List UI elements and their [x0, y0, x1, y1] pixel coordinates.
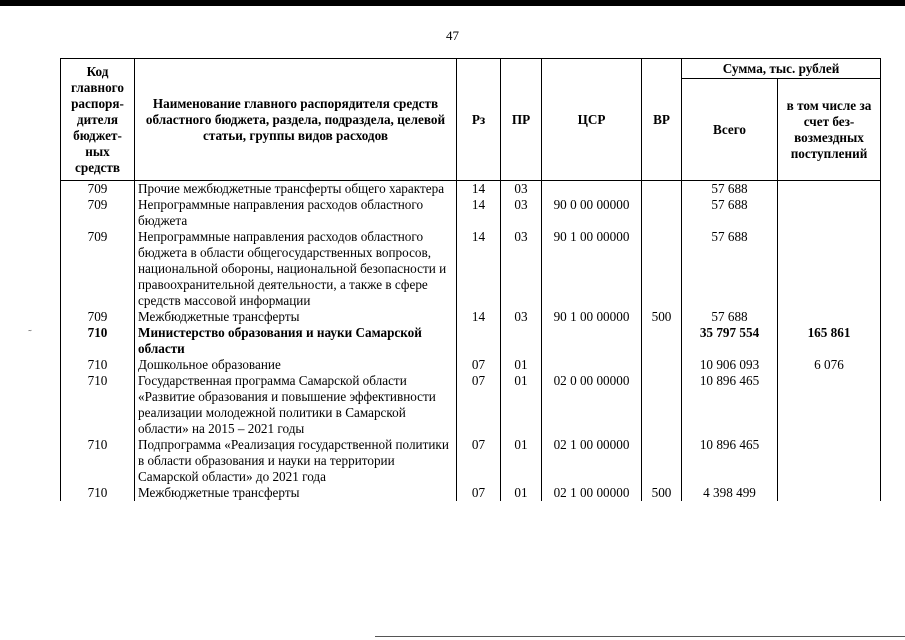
row-code: 709: [61, 309, 135, 325]
header-rz: Рз: [457, 59, 501, 181]
table-row: [61, 309, 881, 325]
row-pr: 03: [501, 197, 542, 229]
table-row: [61, 229, 881, 309]
row-csr: 90 1 00 00000: [542, 309, 642, 325]
row-pr: 01: [501, 437, 542, 485]
row-csr: 02 1 00 00000: [542, 437, 642, 485]
row-name: Непрограммные направления расходов областного бюджета: [135, 197, 457, 229]
header-code: Код главного распоря-дителя бюджет-ных средств: [61, 59, 135, 181]
row-rz: 07: [457, 373, 501, 437]
row-pr: 03: [501, 181, 542, 198]
table-row: [61, 485, 881, 501]
row-csr: 02 0 00 00000: [542, 373, 642, 437]
row-total: 57 688: [682, 197, 778, 229]
header-vr: ВР: [642, 59, 682, 181]
header-name: Наименование главного распорядителя средств областного бюджета, раздела, подраздела, целевой статьи, группы видов расходов: [135, 59, 457, 181]
row-incl: [778, 197, 881, 229]
row-code: 710: [61, 373, 135, 437]
row-rz: 14: [457, 197, 501, 229]
row-code: 710: [61, 485, 135, 501]
row-rz: [457, 325, 501, 357]
header-sum: Сумма, тыс. рублей: [682, 59, 881, 79]
row-total: 57 688: [682, 181, 778, 198]
row-name: Прочие межбюджетные трансферты общего характера: [135, 181, 457, 198]
row-name: Межбюджетные трансферты: [135, 309, 457, 325]
row-pr: 01: [501, 357, 542, 373]
row-name: Непрограммные направления расходов областного бюджета в области общегосударственных вопросов, национальной обороны, национальной безопасности и правоохранительной деятельности, а также в сфере средств массовой информации: [135, 229, 457, 309]
table-row: [61, 373, 881, 437]
row-vr: [642, 357, 682, 373]
row-vr: 500: [642, 309, 682, 325]
row-vr: [642, 325, 682, 357]
row-vr: [642, 229, 682, 309]
row-incl: [778, 181, 881, 198]
scan-bottom-line: [375, 636, 905, 637]
row-rz: 14: [457, 181, 501, 198]
row-rz: 14: [457, 229, 501, 309]
header-incl: в том числе за счет без-возмездных поступлений: [778, 79, 881, 181]
row-code: 709: [61, 229, 135, 309]
row-code: 709: [61, 197, 135, 229]
row-total: 57 688: [682, 229, 778, 309]
row-incl: [778, 309, 881, 325]
row-incl: [778, 229, 881, 309]
row-name: Государственная программа Самарской области «Развитие образования и повышение эффективности реализации молодежной политики в Самарской области» на 2015 – 2021 годы: [135, 373, 457, 437]
row-rz: 07: [457, 357, 501, 373]
table-row: [61, 325, 881, 357]
row-vr: [642, 373, 682, 437]
row-code: 710: [61, 437, 135, 485]
row-name: Подпрограмма «Реализация государственной политики в области образования и науки на территории Самарской области» до 2021 года: [135, 437, 457, 485]
row-pr: 03: [501, 309, 542, 325]
row-rz: 07: [457, 437, 501, 485]
table-row: [61, 181, 881, 198]
row-pr: 03: [501, 229, 542, 309]
row-code: 710: [61, 357, 135, 373]
row-pr: 01: [501, 373, 542, 437]
row-vr: [642, 181, 682, 198]
row-vr: [642, 197, 682, 229]
row-csr: 90 0 00 00000: [542, 197, 642, 229]
row-csr: 90 1 00 00000: [542, 229, 642, 309]
table-row: [61, 357, 881, 373]
row-total: 4 398 499: [682, 485, 778, 501]
row-vr: [642, 437, 682, 485]
budget-table: [60, 58, 881, 501]
row-rz: 14: [457, 309, 501, 325]
row-csr: [542, 325, 642, 357]
row-total: 10 896 465: [682, 437, 778, 485]
row-incl: [778, 437, 881, 485]
row-code: 710: [61, 325, 135, 357]
header-total: Всего: [682, 79, 778, 181]
scan-top-border: [0, 0, 905, 6]
row-name: Межбюджетные трансферты: [135, 485, 457, 501]
row-total: 10 896 465: [682, 373, 778, 437]
row-name: Министерство образования и науки Самарской области: [135, 325, 457, 357]
row-csr: [542, 181, 642, 198]
row-csr: 02 1 00 00000: [542, 485, 642, 501]
row-vr: 500: [642, 485, 682, 501]
row-pr: 01: [501, 485, 542, 501]
header-csr: ЦСР: [542, 59, 642, 181]
row-total: 57 688: [682, 309, 778, 325]
row-total: 35 797 554: [682, 325, 778, 357]
row-rz: 07: [457, 485, 501, 501]
table-row: [61, 437, 881, 485]
row-incl: 165 861: [778, 325, 881, 357]
row-incl: [778, 485, 881, 501]
row-incl: [778, 373, 881, 437]
margin-mark: ˷: [28, 320, 32, 332]
table-row: [61, 197, 881, 229]
row-code: 709: [61, 181, 135, 198]
header-pr: ПР: [501, 59, 542, 181]
row-csr: [542, 357, 642, 373]
row-total: 10 906 093: [682, 357, 778, 373]
page-number: 47: [446, 28, 459, 43]
row-incl: 6 076: [778, 357, 881, 373]
row-name: Дошкольное образование: [135, 357, 457, 373]
row-pr: [501, 325, 542, 357]
